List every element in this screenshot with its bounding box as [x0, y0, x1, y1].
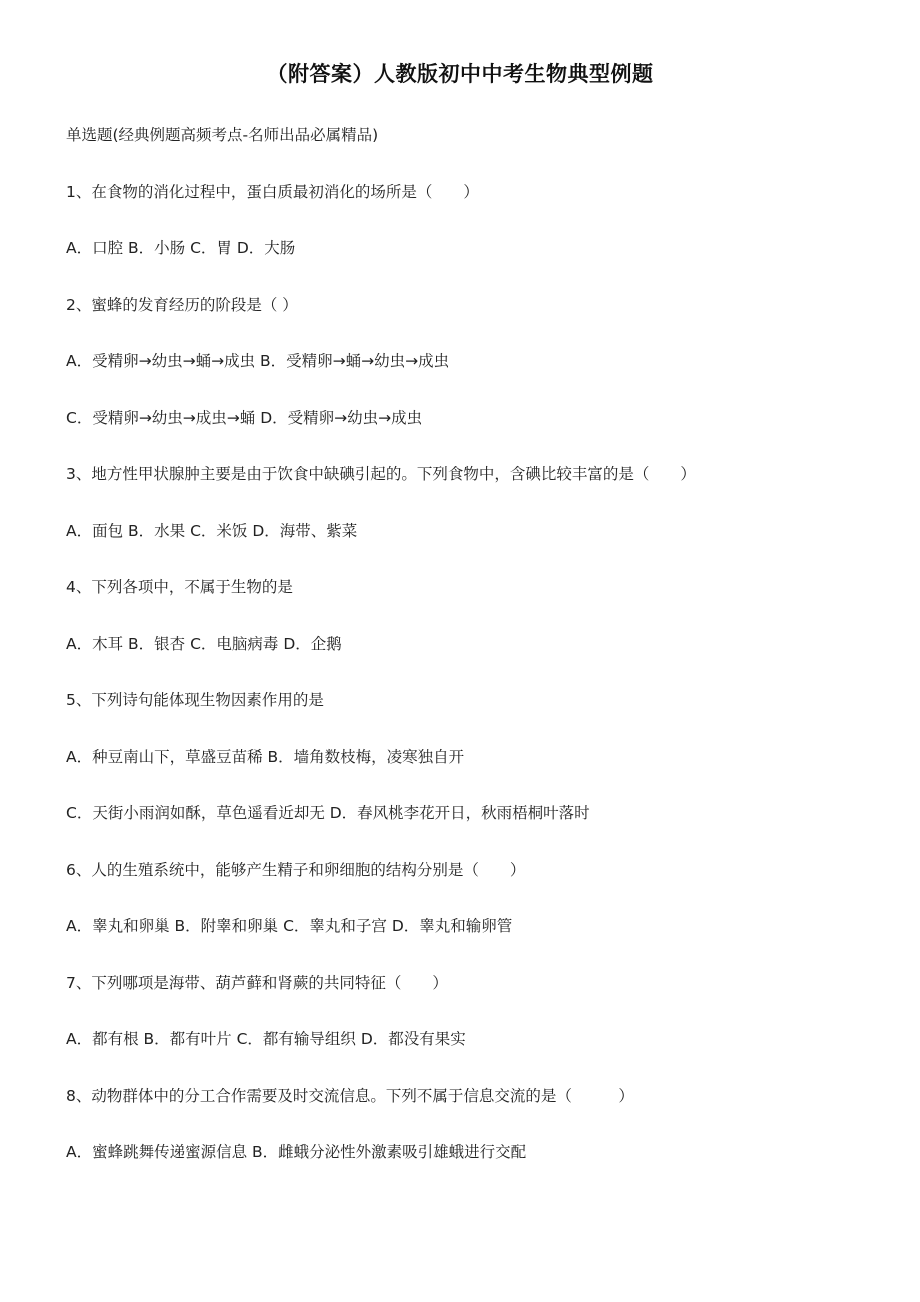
question-8: 8、动物群体中的分工合作需要及时交流信息。下列不属于信息交流的是（ ） [66, 1087, 634, 1105]
options-2a: A．受精卵→幼虫→蛹→成虫 B．受精卵→蛹→幼虫→成虫 [66, 352, 450, 370]
options-7: A．都有根 B．都有叶片 C．都有输导组织 D．都没有果实 [66, 1030, 466, 1048]
options-5b: C．天街小雨润如酥，草色遥看近却无 D．春风桃李花开日，秋雨梧桐叶落时 [66, 804, 590, 822]
question-3: 3、地方性甲状腺肿主要是由于饮食中缺碘引起的。下列食物中，含碘比较丰富的是（ ） [66, 465, 696, 483]
options-1: A．口腔 B．小肠 C．胃 D．大肠 [66, 239, 296, 257]
question-4: 4、下列各项中，不属于生物的是 [66, 578, 293, 596]
question-1: 1、在食物的消化过程中，蛋白质最初消化的场所是（ ） [66, 183, 479, 201]
options-6: A．睾丸和卵巢 B．附睾和卵巢 C．睾丸和子宫 D．睾丸和输卵管 [66, 917, 513, 935]
question-7: 7、下列哪项是海带、葫芦藓和肾蕨的共同特征（ ） [66, 974, 448, 992]
options-2b: C．受精卵→幼虫→成虫→蛹 D．受精卵→幼虫→成虫 [66, 409, 423, 427]
options-3: A．面包 B．水果 C．米饭 D．海带、紫菜 [66, 522, 358, 540]
question-2: 2、蜜蜂的发育经历的阶段是（ ） [66, 296, 298, 314]
question-6: 6、人的生殖系统中，能够产生精子和卵细胞的结构分别是（ ） [66, 861, 526, 879]
section-heading: 单选题(经典例题高频考点-名师出品必属精品) [66, 126, 379, 144]
options-5a: A．种豆南山下，草盛豆苗稀 B．墙角数枝梅，凌寒独自开 [66, 748, 465, 766]
options-8: A．蜜蜂跳舞传递蜜源信息 B．雌蛾分泌性外激素吸引雄蛾进行交配 [66, 1143, 527, 1161]
page-title: （附答案）人教版初中中考生物典型例题 [266, 62, 654, 86]
question-5: 5、下列诗句能体现生物因素作用的是 [66, 691, 324, 709]
options-4: A．木耳 B．银杏 C．电脑病毒 D．企鹅 [66, 635, 342, 653]
